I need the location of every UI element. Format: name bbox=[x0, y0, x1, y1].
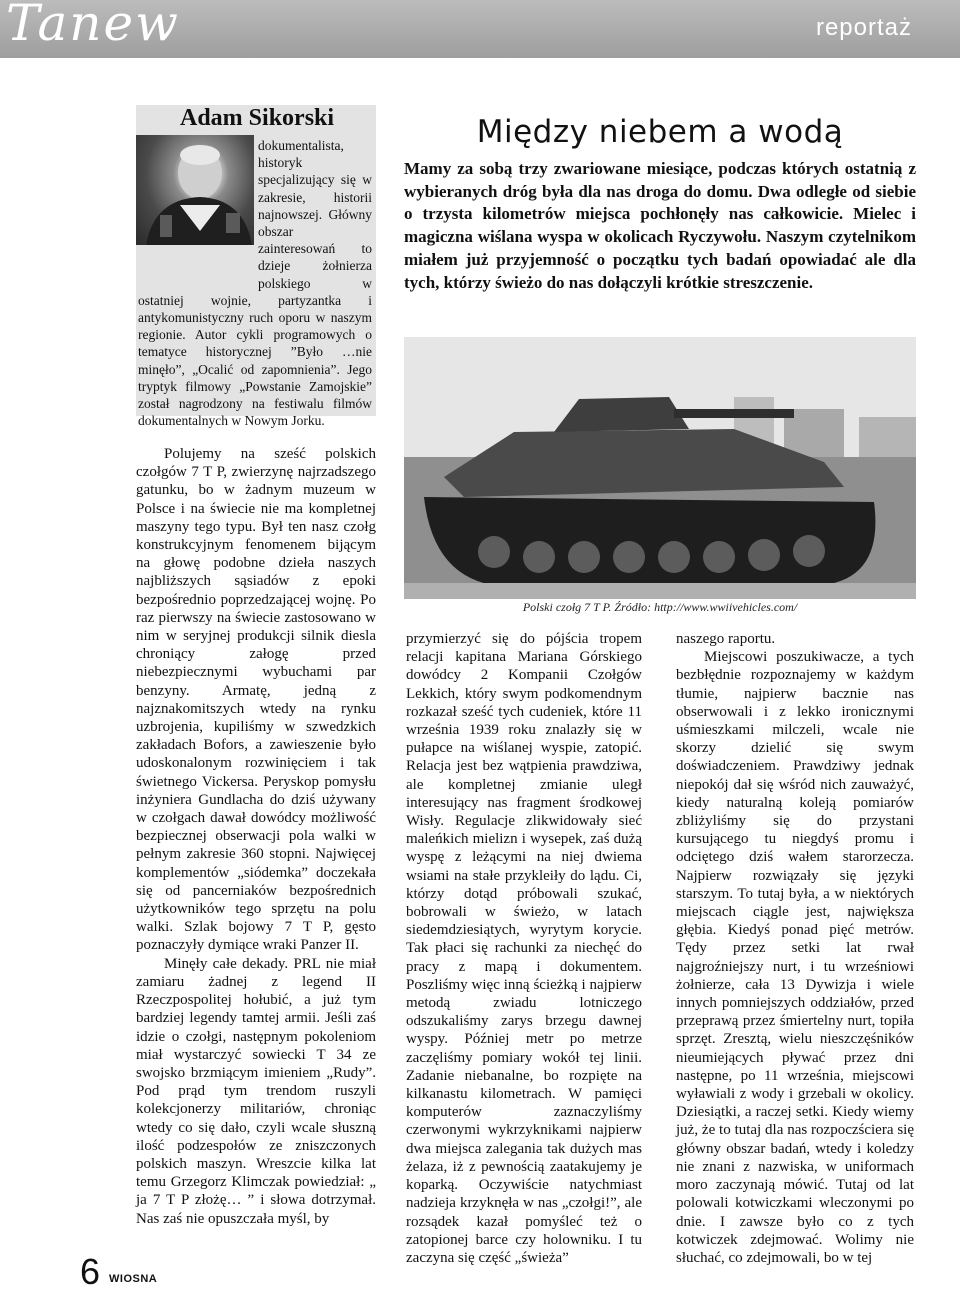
article-lead: Mamy za sobą trzy zwariowane miesiące, podczas których ostatnią z wybieranych dróg była dla nas droga do domu. Dwa odległe od siebie o trzysta kilometrów miejsca pochłonęły nas całkowicie. Mielec i magiczna wiślana wyspa w okolicach Ryczywołu. Naszym czytelnikom miałem już przyjemność o początku tych badań opowiadać ale dla tych, którzy świeżo do nas dołączyli krótkie streszczenie. bbox=[404, 159, 916, 292]
column-1-paragraph-2: Minęły całe dekady. PRL nie miał zamiaru żadnej z legend II Rzeczpospolitej hołubić, a już tym bardziej legendy tamtej armii. Jeśli zaś idzie o czołgi, następnym pokoleniom miał wystarczyć sowiecki T 34 ze swojsko brzmiącym imieniem „Rudy”. Pod prąd tym trendom ruszyli kolekcjonerzy militariów, chroniąc wtedy co się dało, czyli wcale słuszną ilość podzespołów ze zniszczonych polskich maszyn. Wreszcie kilka lat temu Grzegorz Klimczak powiedział: „ ja 7 T P złożę… ” i słowa dotrzymał. Nas zaś nie opuszczała myśl, by bbox=[136, 955, 376, 1227]
page-number: 6 bbox=[80, 1251, 101, 1292]
author-name: Adam Sikorski bbox=[180, 105, 335, 131]
author-bio-paragraph: dokumentalista, historyk specjalizujący się w zakresie, historii najnowszej. Główny obszar zainteresowań to dzieje żołnierza polskiego w ostatniej wojnie, partyzantka i antykomunistyczny ruch oporu w naszym regionie. Autor cykli programowych o tematyce historycznej ”Było …nie minęło”, „Ocalić od zapomnienia”. Jego tryptyk filmowy „Powstanie Zamojskie” został nagrodzony na festiwalu filmów dokumentalnych w Nowym Jorku. bbox=[138, 138, 372, 429]
column-1-paragraph-1: Polujemy na sześć polskich czołgów 7 T P, zwierzynę najrzadszego gatunku, bo w żadnym muzeum w Polsce i na świecie nie ma kompletnej maszyny tego typu. Był ten nasz czołg konstrukcyjnym fenomenem bijącym na głowę podobne dzieła naszych najbliższych sąsiadów z epoki bezpośrednio poprzedzającej wojnę. Po raz pierwszy na świecie zastosowano w nim w seryjnej produkcji silnik diesla chroniący załogę przed niebezpiecznymi wybuchami par benzyny. Armatę, jedną z najznakomitszych wtedy na rynku uzbrojenia, kupiliśmy w szwedzkich zakładach Bofors, a zawieszenie było udoskonalonym rozwinięciem i tak świetnego Vickersa. Peryskop pomysłu inżyniera Gundlacha do dziś używany w czołgach dawał dowódcy możliwość bezpiecznej obserwacji pola walki w pełnym zakresie 360 stopni. Najwięcej komplementów „siódemka” doczekała się od pancerniaków bezpośrednich użytkowników tego sprzętu na polu walki. Szlak bojowy 7 T P, gęsto poznaczyły dymiące wraki Panzer II. bbox=[136, 446, 376, 954]
article-title: Między niebem a wodą bbox=[476, 114, 844, 150]
photo-wrap-spacer bbox=[138, 137, 258, 289]
section-label: reportaż bbox=[815, 14, 912, 41]
article-column-2 bbox=[406, 630, 642, 1267]
photo-caption: Polski czołg 7 T P. Źródło: http://www.wwiivehicles.com/ bbox=[522, 600, 798, 614]
column-3-paragraph-1: naszego raportu. bbox=[676, 631, 776, 647]
article-column-3 bbox=[676, 630, 914, 1267]
column-3-paragraph-2: Miejscowi poszukiwacze, a tych bezbłędnie rozpoznajemy w każdym tłumie, najpierw bacznie nas obserwowali i z lekko ironicznymi uśmieszkami milczeli, wcale nie skorzy dzielić się swym doświadczeniem. Prawdziwy jednak niepokój dał się wśród nich zauważyć, kiedy naturalną koleją pomiarów zbliżyliśmy się do przystani kursującego tu niegdyś promu i odciętego dziś wałem starorzecza. Najpierw rozwiązały się języki starszym. To tutaj była, a w niektórych miejscach ciągle jest, największa głębia. Kiedyś ponad pięć metrów. Tędy przez setki lat rwał najgroźniejszy nurt, i tu wrześniowi żołnierze, cała 13 Dywizja i wiele innych pomniejszych oddziałów, przed przeprawą przez śmiertelny nurt, topiła sprzęt. Zresztą, wielu nieszczęśników nieumiejących pływać przez dni następne, po 11 września, miejscowi wyławiali z wody i grzebali w okolicy. Dziesiątki, a raczej setki. Kiedy wiemy już, że to tutaj dla nas rozpoczściera się główny obszar badań, wtedy i koledzy nie znani z nazwiska, w uniformach moro zaczynają mówić. Tutaj od lat polowali kotwiczkami wleczonymi po dnie. I zawsze było co z tych kotwiczek zdejmować. Wolimy nie słuchać, co zdejmowali, bo w tej bbox=[676, 649, 914, 1266]
author-bio-text bbox=[138, 137, 372, 429]
magazine-brand: Tanew bbox=[6, 0, 180, 52]
issue-label: WIOSNA bbox=[109, 1273, 158, 1285]
article-column-1 bbox=[136, 445, 376, 1228]
author-bio-box bbox=[136, 105, 376, 429]
column-2-paragraph-1: przymierzyć się do pójścia tropem relacji kapitana Mariana Górskiego dowódcy 2 Kompanii Czołgów Lekkich, który swym podkomendnym rozkazał sześć tych cudeniek, które 11 września 1939 roku znalazły się w pułapce na wiślanej wyspie, zatopić. Relacja jest bez wątpienia prawdziwa, ale kompletnej zmianie uległ interesujący nas fragment środkowej Wisły. Regulacje zlikwidowały sieć maleńkich mielizn i wysepek, zaś dużą wyspę z leżącymi na niej dwiema wsiami na stałe przykleiły do lądu. Ci, którzy dotąd próbowali szukać, bobrowali w świeżo, w latach siedemdziesiątych, wyrytym korycie. Tak płaci się rachunki za niechęć do pracy z mapą i dokumentem. Poszliśmy więc inną ścieżką i najpierw metodą zwiadu lotniczego odszukaliśmy zarys brzegu dawnej wyspy. Później metr po metrze zaczęliśmy pomiary wokół tej linii. Zadanie niebanalne, bo rozpięte na kilkanastu kilometrach. W pamięci komputerów zaznaczyliśmy czerwonymi wykrzyknikami najpierw dwa miejsca zalegania tak dużych mas żelaza, iż z pewnością zaatakujemy je koparką. Oczywiście natychmiast nadzieja krzyknęła w nas „czołgi!”, ale rozsądek kazał pomyśleć też o zatopionej barce czy holowniku. I tu zaczyna się część „świeża” bbox=[406, 631, 642, 1266]
tank-image bbox=[404, 337, 916, 599]
header-bar bbox=[0, 0, 960, 58]
tank-photo bbox=[404, 337, 916, 599]
